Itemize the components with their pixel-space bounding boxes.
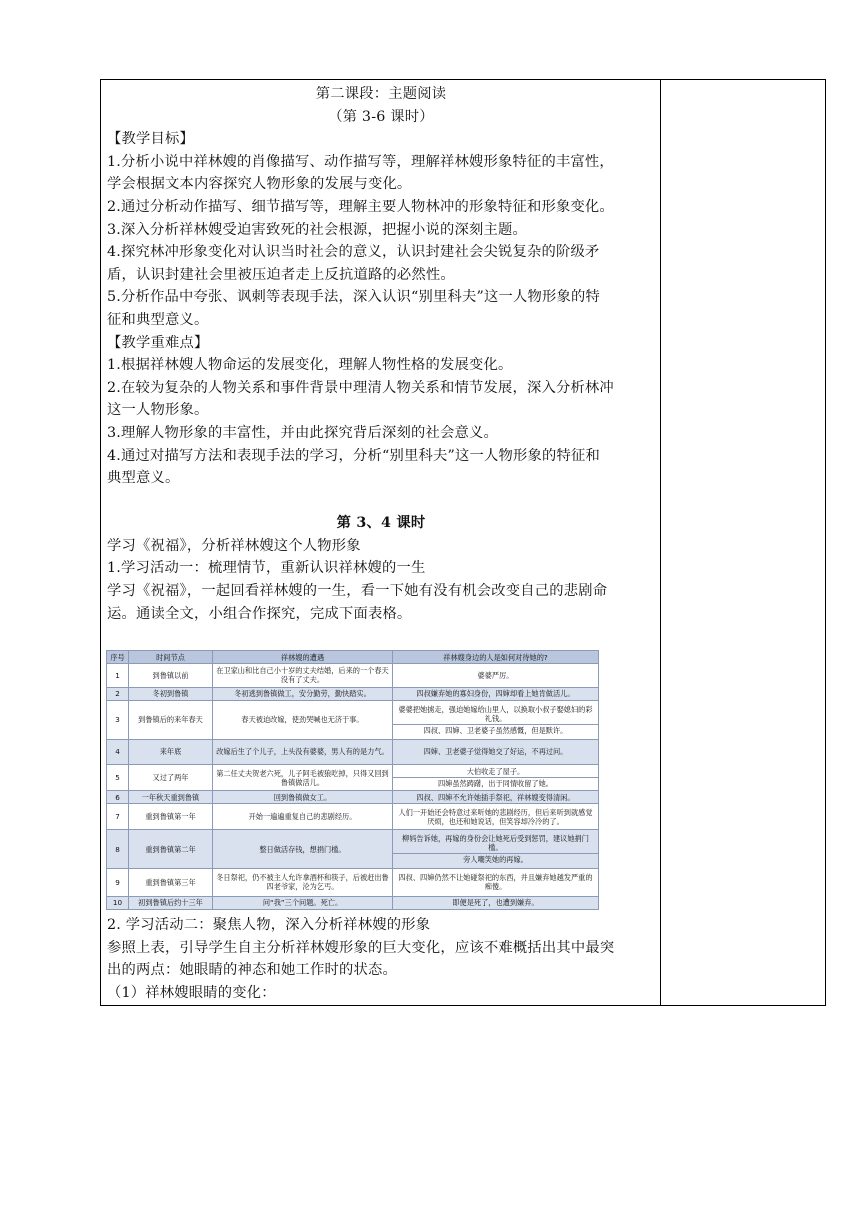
cell-no: 9 xyxy=(107,868,129,896)
table-row xyxy=(107,896,599,909)
cell-time: 初到鲁镇后约十三年 xyxy=(129,896,213,909)
cell-time: 到鲁镇后的来年春天 xyxy=(129,700,213,739)
cell-time: 一年秋天重到鲁镇 xyxy=(129,791,213,804)
keypoints-line: 典型意义。 xyxy=(107,470,180,487)
goals-line: 3.深入分析祥林嫂受迫害致死的社会根源，把握小说的深刻主题。 xyxy=(107,221,527,238)
goals-line: 盾，认识封建社会里被压迫者走上反抗道路的必然性。 xyxy=(107,266,455,283)
header-event: 祥林嫂的遭遇 xyxy=(213,651,393,664)
cell-time: 到鲁镇以前 xyxy=(129,664,213,688)
header-time: 时间节点 xyxy=(129,651,213,664)
cell-event: 在卫家山和比自己小十岁的丈夫结婚，后来的一个春天没有了丈夫。 xyxy=(213,664,393,688)
section-subtitle: （第 3-6 课时） xyxy=(328,108,434,125)
cell-treatment-part: 旁人嘲笑她的再嫁。 xyxy=(393,853,598,865)
cell-event: 冬日祭祀，仍不被主人允许拿酒杯和筷子，后被赶出鲁四老爷家，沦为乞丐。 xyxy=(213,868,393,896)
cell-treatment-part: 四叔、四婶、卫老婆子虽然感慨，但是默许。 xyxy=(393,724,598,736)
cell-event: 春天被迫改嫁，使劲哭喊也无济于事。 xyxy=(213,700,393,739)
table-row xyxy=(107,804,599,830)
cell-treatment-part: 柳妈告诉她，再嫁的身份会让她死后受到惩罚，建议她捐门槛。 xyxy=(402,834,589,853)
activity-two-line: 2. 学习活动二：聚焦人物，深入分析祥林嫂的形象 xyxy=(107,917,431,933)
activity-two-line: 出的两点：她眼睛的神态和她工作时的状态。 xyxy=(107,962,397,979)
cell-event: 问“我”三个问题。死亡。 xyxy=(213,896,393,909)
keypoints-line: 3.理解人物形象的丰富性，并由此探究背后深刻的社会意义。 xyxy=(107,424,498,441)
goals-line: 2.通过分析动作描写、细节描写等，理解主要人物林冲的形象特征和形象变化。 xyxy=(107,198,614,215)
goals-line: 学会根据文本内容探究人物形象的发展与变化。 xyxy=(107,176,412,193)
cell-treatment: 婆婆严厉。 xyxy=(393,664,599,688)
cell-event: 回到鲁镇做女工。 xyxy=(213,791,393,804)
cell-no: 2 xyxy=(107,687,129,700)
cell-no: 6 xyxy=(107,791,129,804)
table-row xyxy=(107,700,599,739)
cell-no: 7 xyxy=(107,804,129,830)
goals-line: 1.分析小说中祥林嫂的肖像描写、动作描写等，理解祥林嫂形象特征的丰富性， xyxy=(107,153,614,170)
table-header-row xyxy=(107,651,599,664)
cell-no: 10 xyxy=(107,896,129,909)
cell-time: 又过了两年 xyxy=(129,765,213,791)
cell-treatment xyxy=(393,700,599,739)
cell-event: 冬初逃到鲁镇做工，安分勤劳，勤快踏实。 xyxy=(213,687,393,700)
table-row xyxy=(107,765,599,791)
cell-time: 重到鲁镇第一年 xyxy=(129,804,213,830)
keypoints-line: 4.通过对描写方法和表现手法的学习，分析“别里科夫”这一人物形象的特征和 xyxy=(107,447,600,464)
keypoints-heading: 【教学重难点】 xyxy=(107,334,209,351)
cell-no: 4 xyxy=(107,739,129,765)
cell-treatment: 四叔、四婶仍然不让她碰祭祀的东西，并且嫌弃她越发严重的痴傻。 xyxy=(393,868,599,896)
cell-time: 来年底 xyxy=(129,739,213,765)
header-treatment: 祥林嫂身边的人是如何对待她的? xyxy=(393,651,599,664)
keypoints-line: 1.根据祥林嫂人物命运的发展变化，理解人物性格的发展变化。 xyxy=(107,357,513,374)
cell-event: 整日做活存钱，想捐门槛。 xyxy=(213,830,393,869)
cell-time: 重到鲁镇第三年 xyxy=(129,868,213,896)
cell-treatment xyxy=(393,830,599,869)
table-row xyxy=(107,739,599,765)
cell-treatment: 四婶、卫老婆子觉得她交了好运，不再过问。 xyxy=(393,739,599,765)
cell-time: 冬初到鲁镇 xyxy=(129,687,213,700)
cell-no: 1 xyxy=(107,664,129,688)
cell-event: 第二任丈夫贺老六死，儿子阿毛被狼吃掉，只得又回到鲁镇做活儿。 xyxy=(213,765,393,791)
goals-heading: 【教学目标】 xyxy=(107,131,194,148)
goals-line: 征和典型意义。 xyxy=(107,311,209,328)
lesson-line: 学习《祝福》，分析祥林嫂这个人物形象 xyxy=(107,537,361,554)
goals-line: 4.探究林冲形象变化对认识当时社会的意义，认识封建社会尖锐复杂的阶级矛 xyxy=(107,244,600,261)
column-divider xyxy=(660,79,661,1006)
activity-two-line: 参照上表，引导学生自主分析祥林嫂形象的巨大变化，应该不难概括出其中最突 xyxy=(107,939,615,956)
cell-no: 8 xyxy=(107,830,129,869)
goals-line: 5.分析作品中夸张、讽刺等表现手法，深入认识“别里科夫”这一人物形象的特 xyxy=(107,289,600,306)
table-row xyxy=(107,687,599,700)
table-row xyxy=(107,664,599,688)
cell-treatment: 人们一开始还会特意过来听她的悲剧经历，但后来听到就感觉厌烦，也还和她说话，但笑容却冷冷的了。 xyxy=(393,804,599,830)
keypoints-line: 这一人物形象。 xyxy=(107,402,209,419)
table-row xyxy=(107,830,599,869)
table-row xyxy=(107,868,599,896)
lesson-line: 1.学习活动一：梳理情节，重新认识祥林嫂的一生 xyxy=(107,560,426,577)
keypoints-line: 2.在较为复杂的人物关系和事件背景中理清人物关系和情节发展，深入分析林冲 xyxy=(107,379,614,396)
cell-treatment: 即便是死了，也遭到嫌弃。 xyxy=(393,896,599,909)
xianglinsao-life-table xyxy=(106,650,599,910)
cell-treatment-part: 婆婆把她掳走，强迫她嫁给山里人，以换取小叔子娶媳妇的彩礼钱。 xyxy=(398,704,593,723)
section-title: 第二课段：主题阅读 xyxy=(315,86,447,102)
cell-treatment xyxy=(393,765,599,791)
cell-time: 重到鲁镇第二年 xyxy=(129,830,213,869)
cell-treatment-part: 大伯收走了屋子。 xyxy=(466,767,525,777)
header-no: 序号 xyxy=(107,651,129,664)
lesson-title: 第 3、4 课时 xyxy=(336,515,426,532)
lesson-line: 学习《祝福》，一起回看祥林嫂的一生，看一下她有没有机会改变自己的悲剧命 xyxy=(107,583,608,600)
lesson-line: 运。通读全文，小组合作探究，完成下面表格。 xyxy=(107,605,412,622)
cell-treatment: 四叔、四婶不允许她插手祭祀，祥林嫂变得清闲。 xyxy=(393,791,599,804)
cell-event: 开始一遍遍重复自己的悲剧经历。 xyxy=(213,804,393,830)
activity-two-line: （1）祥林嫂眼睛的变化： xyxy=(107,984,276,1001)
main-content-cell xyxy=(107,83,655,625)
after-table-content xyxy=(107,914,655,1004)
cell-treatment: 四叔嫌弃她的寡妇身份，四婶却看上她肯做活儿。 xyxy=(393,687,599,700)
table-row xyxy=(107,791,599,804)
cell-treatment-part: 四婶虽然踌躇，出于同情收留了她。 xyxy=(393,777,598,789)
cell-event: 改嫁后生了个儿子，上头没有婆婆，男人有的是力气。 xyxy=(213,739,393,765)
cell-no: 3 xyxy=(107,700,129,739)
cell-no: 5 xyxy=(107,765,129,791)
